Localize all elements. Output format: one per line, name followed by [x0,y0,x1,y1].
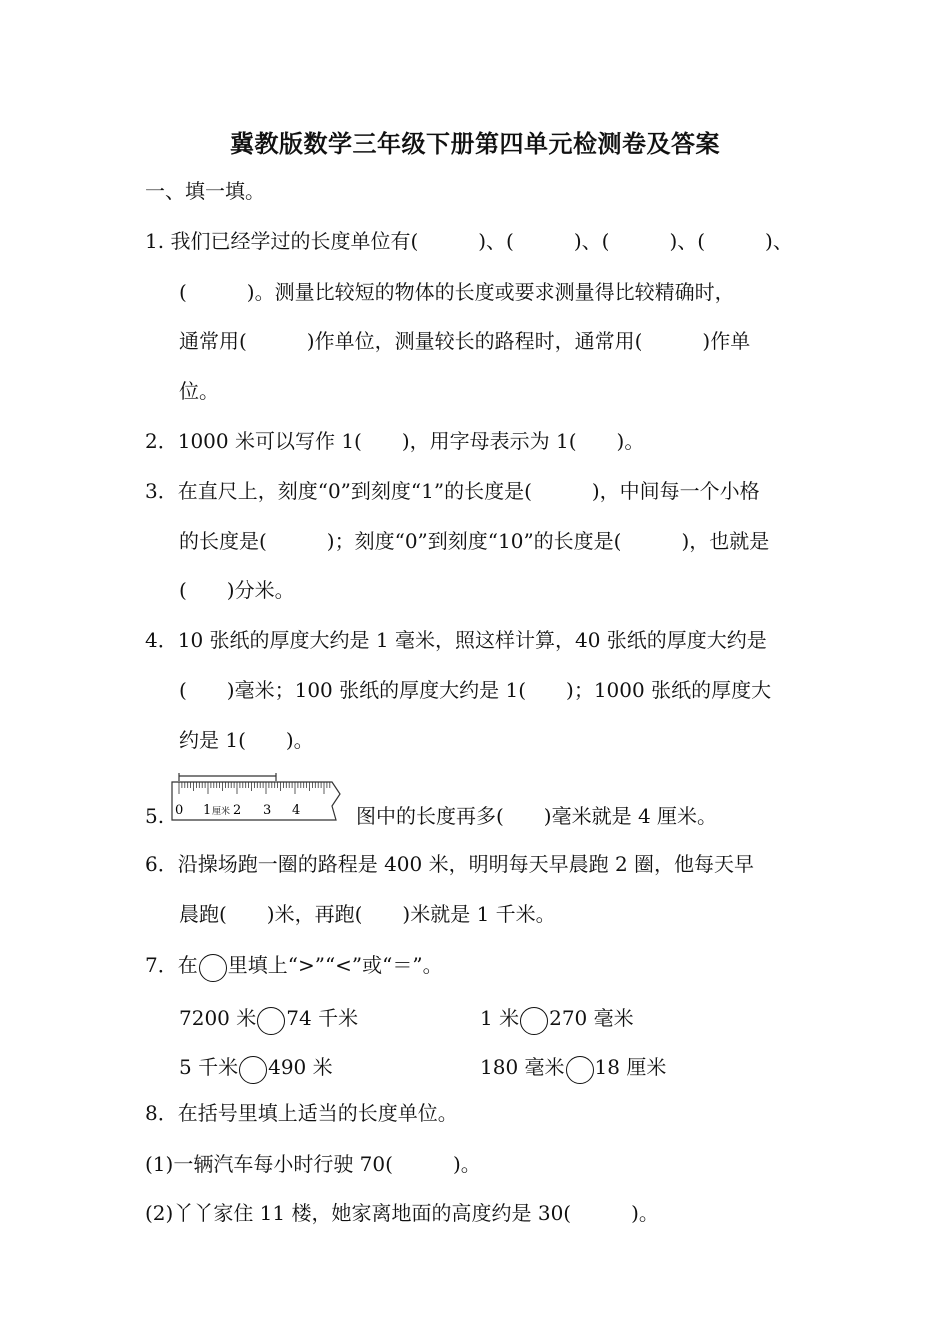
ruler-figure [170,772,354,822]
q7-instruction [145,952,443,982]
ruler-tick-label-0: 0 [175,803,184,818]
q3-line2: 的长度是( )；刻度“0”到刻度“10”的长度是( )，也就是 [179,529,770,553]
compare-right: 18 厘米 [594,1055,667,1079]
q3-line1: 3．在直尺上，刻度“0”到刻度“1”的长度是( )，中间每一个小格 [145,479,760,503]
q4-line1: 4．10 张纸的厚度大约是 1 毫米，照这样计算，40 张纸的厚度大约是 [145,628,767,652]
compare-left: 7200 米 [179,1006,257,1030]
q5-text: 图中的长度再多( )毫米就是 4 厘米。 [356,804,718,828]
q1-line3: 通常用( )作单位，测量较长的路程时，通常用( )作单 [179,329,751,353]
q3-line3: ( )分米。 [179,578,295,602]
q5-number: 5. [145,804,165,828]
q4-line2: ( )毫米；100 张纸的厚度大约是 1( )；1000 张纸的厚度大 [179,678,772,702]
q1-line4: 位。 [179,379,219,403]
ruler-unit-label: 厘米 [212,807,231,817]
q7-prefix: 7．在 [145,953,198,977]
section-heading: 一、填一填。 [145,179,265,203]
q7-suffix: 里填上“>”“<”或“＝”。 [227,953,443,977]
q8-sub1: (1)一辆汽车每小时行驶 70( )。 [145,1152,481,1176]
answer-circle[interactable] [257,1007,285,1035]
ruler-tick-label-3: 3 [263,803,272,818]
q6-line2: 晨跑( )米，再跑( )米就是 1 千米。 [179,902,556,926]
ruler-svg [170,772,354,822]
ruler-tick-label-4: 4 [292,803,301,818]
compare-right: 74 千米 [286,1006,359,1030]
q1-line2: ( )。测量比较短的物体的长度或要求测量得比较精确时， [179,280,735,304]
compare-right: 270 毫米 [549,1006,634,1030]
compare-item-3 [179,1054,333,1084]
compare-left: 1 米 [480,1006,520,1030]
answer-circle[interactable] [566,1056,594,1084]
q4-line3: 约是 1( )。 [179,728,314,752]
q2-line1: 2．1000 米可以写作 1( )，用字母表示为 1( )。 [145,429,645,453]
q8-sub2: (2)丫丫家住 11 楼，她家离地面的高度约是 30( )。 [145,1201,659,1225]
page-title: 冀教版数学三年级下册第四单元检测卷及答案 [230,130,720,158]
ruler-body [172,782,340,820]
compare-right: 490 米 [268,1055,333,1079]
answer-circle[interactable] [239,1056,267,1084]
compare-item-4 [480,1054,666,1084]
q6-line1: 6．沿操场跑一圈的路程是 400 米，明明每天早晨跑 2 圈，他每天早 [145,852,755,876]
compare-item-2 [480,1005,634,1035]
compare-left: 180 毫米 [480,1055,565,1079]
compare-left: 5 千米 [179,1055,239,1079]
ruler-tick-label-1: 1 [203,803,212,818]
answer-circle[interactable] [520,1007,548,1035]
q1-line1: 1. 我们已经学过的长度单位有( )、( )、( )、( )、 [145,229,793,253]
ruler-tick-label-2: 2 [233,803,242,818]
q8-line1: 8．在括号里填上适当的长度单位。 [145,1101,458,1125]
compare-circle-icon [199,954,227,982]
compare-item-1 [179,1005,358,1035]
